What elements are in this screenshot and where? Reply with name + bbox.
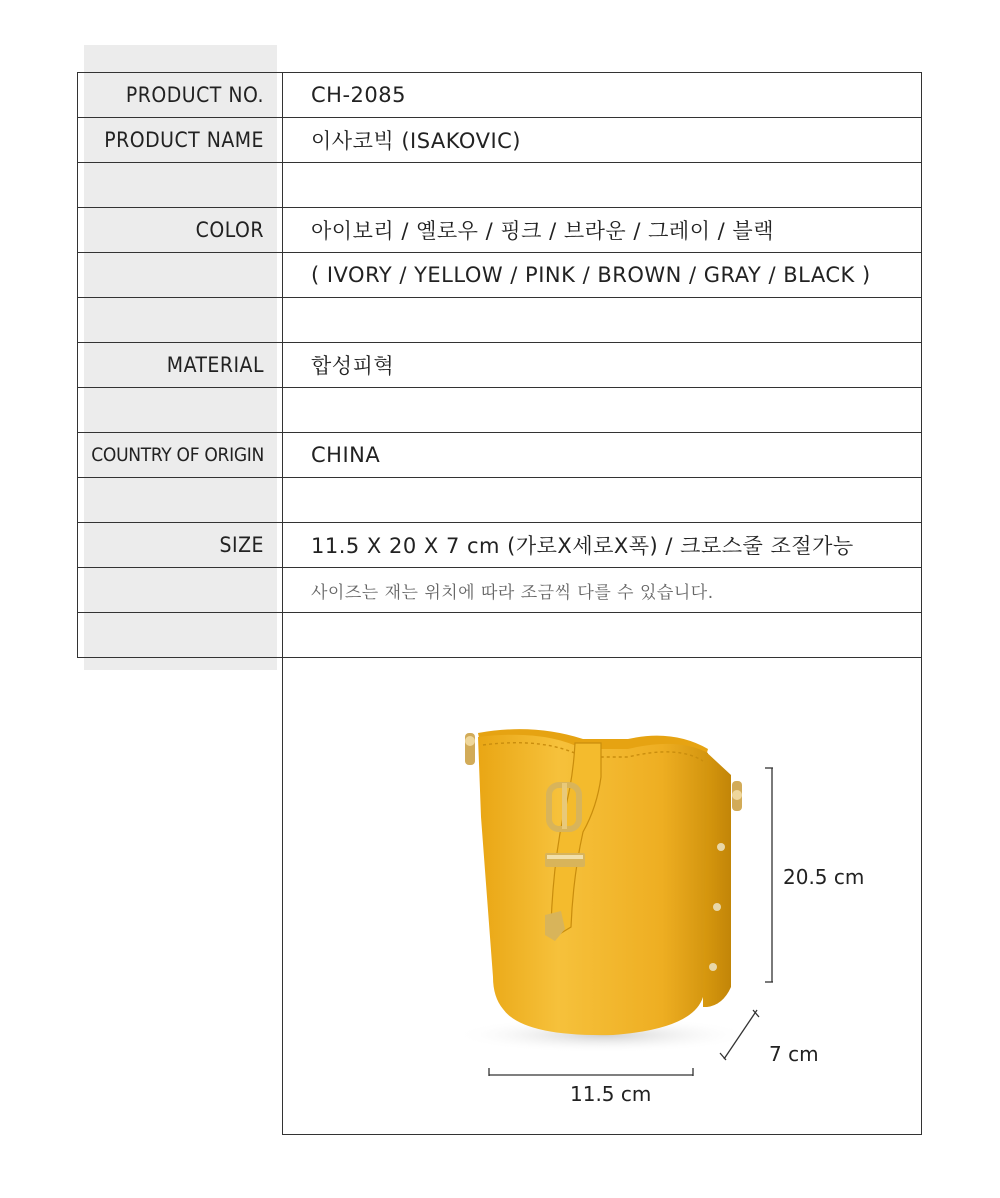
width-dimension	[489, 1068, 693, 1076]
row-label	[78, 253, 283, 298]
row-value: CH-2085	[283, 73, 922, 118]
row-label: COUNTRY OF ORIGIN	[78, 433, 283, 478]
table-row	[78, 208, 922, 253]
row-value	[283, 388, 922, 433]
depth-label: 7 cm	[769, 1042, 819, 1066]
row-value	[283, 613, 922, 658]
product-spec-table	[77, 72, 922, 658]
row-value: ( IVORY / YELLOW / PINK / BROWN / GRAY / BLACK )	[283, 253, 922, 298]
height-label: 20.5 cm	[783, 865, 865, 889]
table-row	[78, 568, 922, 613]
depth-dimension	[720, 1010, 759, 1060]
row-label: PRODUCT NAME	[78, 118, 283, 163]
height-dimension	[765, 768, 773, 982]
row-label	[78, 613, 283, 658]
table-row	[78, 523, 922, 568]
row-value: 11.5 X 20 X 7 cm (가로X세로X폭) / 크로스줄 조절가능	[283, 523, 922, 568]
width-label: 11.5 cm	[570, 1082, 652, 1106]
row-value: 아이보리 / 옐로우 / 핑크 / 브라운 / 그레이 / 블랙	[283, 208, 922, 253]
row-label	[78, 568, 283, 613]
dimension-lines	[283, 657, 923, 1135]
table-row	[78, 73, 922, 118]
table-row	[78, 343, 922, 388]
row-label	[78, 298, 283, 343]
table-row	[78, 478, 922, 523]
row-label: SIZE	[78, 523, 283, 568]
row-value	[283, 478, 922, 523]
row-label: COLOR	[78, 208, 283, 253]
row-label: PRODUCT NO.	[78, 73, 283, 118]
row-label	[78, 163, 283, 208]
row-label	[78, 478, 283, 523]
row-value: 이사코빅 (ISAKOVIC)	[283, 118, 922, 163]
row-value	[283, 298, 922, 343]
table-row	[78, 388, 922, 433]
row-value: 합성피혁	[283, 343, 922, 388]
row-label: MATERIAL	[78, 343, 283, 388]
row-value: CHINA	[283, 433, 922, 478]
table-row	[78, 433, 922, 478]
table-row	[78, 118, 922, 163]
table-row	[78, 298, 922, 343]
product-photo-panel	[282, 657, 922, 1135]
size-note: 사이즈는 재는 위치에 따라 조금씩 다를 수 있습니다.	[283, 568, 922, 613]
row-value	[283, 163, 922, 208]
table-row	[78, 163, 922, 208]
table-row	[78, 613, 922, 658]
row-label	[78, 388, 283, 433]
table-row	[78, 253, 922, 298]
